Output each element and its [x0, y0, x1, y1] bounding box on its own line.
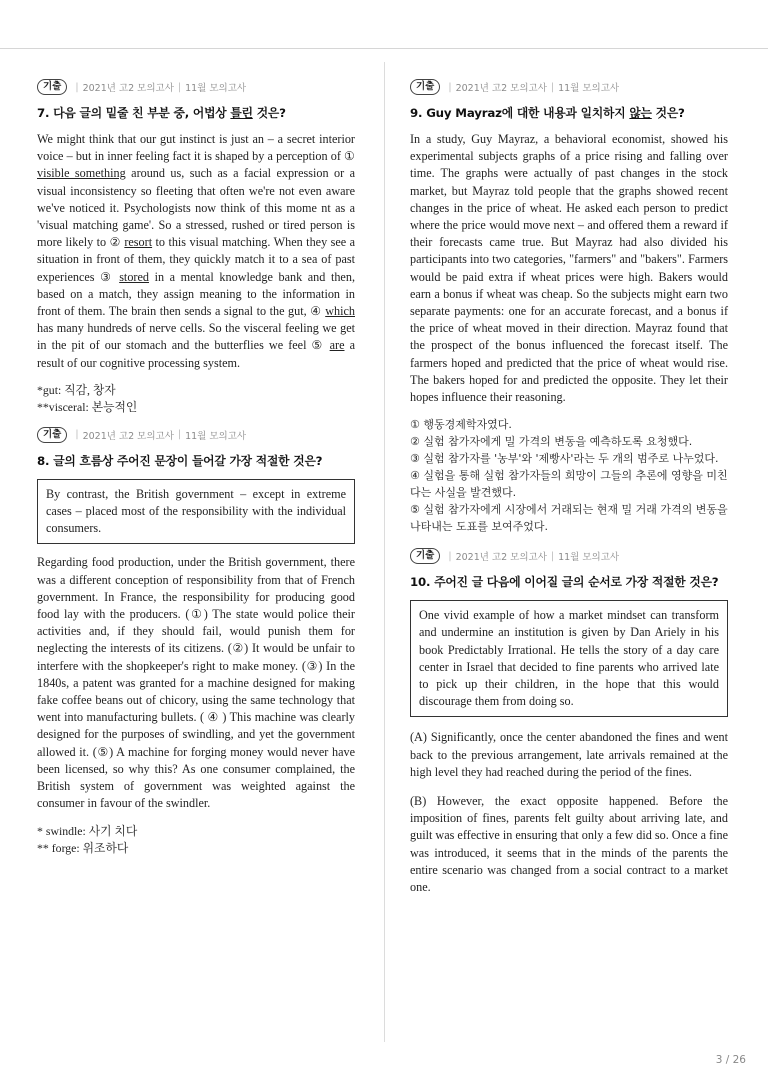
q7-title: 7. 다음 글의 밑줄 친 부분 중, 어법상 틀린 것은?	[37, 106, 286, 120]
exam-tag: 기출	[410, 79, 440, 95]
q10-title: 10. 주어진 글 다음에 이어질 글의 순서로 가장 적절한 것은?	[410, 575, 719, 590]
q10-paragraph-a: (A) Significantly, once the center abandoned the fines and went back to the previous arrangement, late arrivals remained at the high level they had reached during the period of the fines.	[410, 730, 728, 779]
header-rule	[0, 48, 768, 49]
exam-tag: 기출	[37, 79, 67, 95]
q10-paragraph-b: (B) However, the exact opposite happened. Before the imposition of fines, parents felt guilty about arriving late, and guilt was effective in ensuring that only a few did so. Once a fine was introduced, it seems that in the minds of the parents the entire scenario was changed from a social contract to a market one.	[410, 794, 728, 895]
q8-note-swindle: * swindle: 사기 치다	[37, 823, 138, 838]
q9-source: 기출 | 2021년 고2 모의고사 | 11월 모의고사	[410, 78, 728, 96]
left-column	[37, 78, 355, 857]
q9-option-4: ④ 실험을 통해 실험 참가자들의 희망이 그들의 추론에 영향을 미친다는 사실을 발견했다.	[410, 469, 728, 500]
q9-option-3: ③ 실험 참가자를 '농부'와 '제빵사'라는 두 개의 범주로 나누었다.	[410, 452, 719, 466]
source-year: 2021년 고2 모의고사	[82, 430, 174, 442]
q8-note-forge: ** forge: 위조하다	[37, 840, 129, 855]
q9-option-5: ⑤ 실험 참가자에게 시장에서 거래되는 현재 밀 거래 가격의 변동을 나타내는 도표를 보여주었다.	[410, 503, 728, 534]
q9-passage: In a study, Guy Mayraz, a behavioral economist, showed his experimental subjects graphs of a price rising and falling over time. The graphs were actually of past changes in the stock market, but Mayraz told people that the graphs showed recent changes in the price of wheat. He asked each person to predict where the price would move next – and offered them a reward if their forecasts came true. But Mayraz had also divided his participants into two categories, "farmers" and "bakers". Farmers would be paid extra if wheat prices were high. Bakers would earn a bonus if wheat was cheap. So the subjects might earn two separate payments: one for an accurate forecast, and a bonus if the price of wheat moved in their direction. Mayraz found that the prospect of the bonus influenced the forecast itself. The farmers hoped and predicted that the price of wheat would rise. The bakers hoped for and predicted the opposite. They let their hopes influence their reasoning.	[410, 132, 728, 405]
q9-option-1: ① 행동경제학자였다.	[410, 418, 512, 432]
exam-tag: 기출	[37, 427, 67, 443]
q8-source: 기출 | 2021년 고2 모의고사 | 11월 모의고사	[37, 426, 355, 444]
q7-passage: We might think that our gut instinct is just an – a secret interior voice – but in inner feeling fact it is shaped by a perception of ① visible something around us, such as a facial expression or a visual inconsistency so fleeting that often we're not even aware we've noticed it. Psychologists now think of this mome nt as a 'visual matching game'. So a stressed, rushed or tired person is more likely to ② resort to this visual matching. When they see a situation in front of them, they quickly match it to a sea of past experiences ③ stored in a mental knowledge bank and then, based on a match, they assign meaning to the information in front of them. The brain then sends a signal to the gut, ④ which has many hundreds of nerve cells. So the visceral feeling we get in the pit of our stomach and the butterflies we feel ⑤ are a result of our cognitive processing system.	[37, 132, 356, 370]
q9-title: 9. Guy Mayraz에 대한 내용과 일치하지 않는 것은?	[410, 106, 685, 120]
source-month: 11월 모의고사	[185, 83, 247, 94]
source-month: 11월 모의고사	[185, 430, 247, 442]
q8-passage: Regarding food production, under the British government, there was a different conception of responsibility from that of French government. In France, the responsibility for producing good food lay with the producers. (①) The state would police their activities and, if they should fail, would punish them for neglecting the interests of its citizens. (②) It would be unfair to interfere with the shopkeeper's right to make money. (③) In the 1840s, a patent was granted for a machine designed for making fake coffee beans out of chicory, using the same technology that went into manufacturing bullets. ( ④ ) This machine was clearly designed for the purposes of swindling, and yet the government allowed it. (⑤) A machine for forging money would never have been licensed, so why this? As one consumer complained, the British system of government was weighted against the consumer in favour of the swindler.	[37, 555, 355, 811]
q10-given-passage-box: One vivid example of how a market mindset can transform and undermine an institution is given by Dan Ariely in his book Predictably Irrational. He tells the story of a day care center in Israel that decided to fine parents who arrived late to pick up their children, in the hope that this would discourage them from doing so.	[410, 600, 728, 717]
right-column	[410, 78, 728, 896]
source-month: 11월 모의고사	[558, 83, 620, 94]
source-year: 2021년 고2 모의고사	[82, 83, 174, 94]
q8-title: 8. 글의 흐름상 주어진 문장이 들어갈 가장 적절한 것은?	[37, 453, 323, 468]
q9-options	[410, 416, 728, 535]
exam-tag: 기출	[410, 548, 440, 564]
page-number: 3 / 26	[715, 1054, 746, 1066]
q7-note-gut: *gut: 직감, 창자	[37, 382, 116, 397]
q7-source: 기출 | 2021년 고2 모의고사 | 11월 모의고사	[37, 78, 355, 96]
source-month: 11월 모의고사	[558, 552, 620, 564]
q7-note-visceral: **visceral: 본능적인	[37, 399, 138, 414]
q9-option-2: ② 실험 참가자에게 밀 가격의 변동을 예측하도록 요청했다.	[410, 435, 693, 449]
source-year: 2021년 고2 모의고사	[455, 83, 547, 94]
q10-source: 기출 | 2021년 고2 모의고사 | 11월 모의고사	[410, 547, 728, 565]
q8-given-sentence-box: By contrast, the British government – except in extreme cases – placed most of the responsibility with the individual consumers.	[37, 479, 355, 545]
column-divider	[384, 62, 385, 1042]
source-year: 2021년 고2 모의고사	[455, 552, 547, 564]
